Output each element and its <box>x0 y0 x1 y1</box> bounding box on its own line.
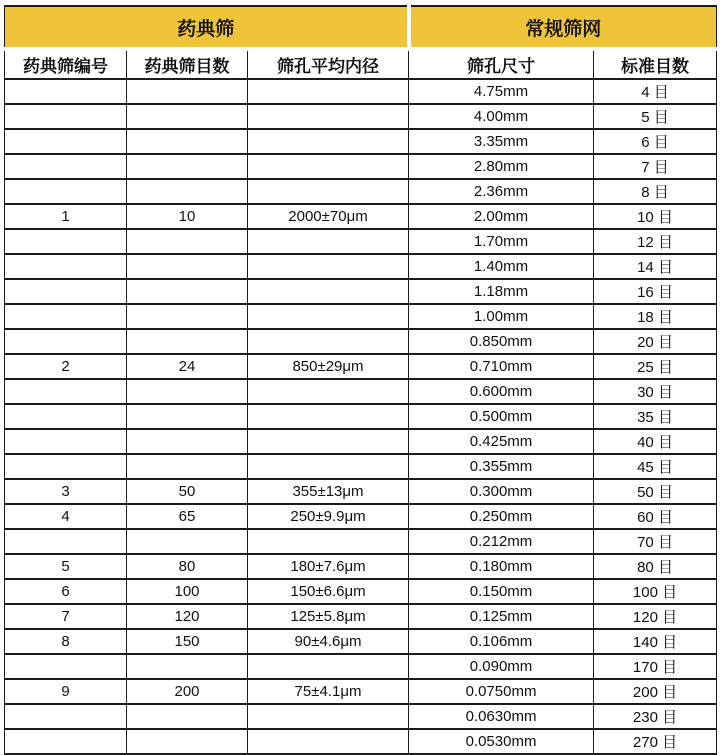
table-cell: 8 目 <box>594 179 717 204</box>
table-cell <box>5 229 127 254</box>
table-row <box>5 704 717 729</box>
table-row <box>5 479 717 504</box>
table-row <box>5 379 717 404</box>
table-cell: 2.80mm <box>409 154 594 179</box>
table-row <box>5 229 717 254</box>
table-cell <box>5 729 127 754</box>
table-cell: 0.180mm <box>409 554 594 579</box>
table-cell: 80 目 <box>594 554 717 579</box>
table-cell <box>127 404 248 429</box>
table-cell <box>127 279 248 304</box>
table-row <box>5 104 717 129</box>
table-cell: 90±4.6μm <box>248 629 409 654</box>
table-cell: 0.600mm <box>409 379 594 404</box>
table-cell <box>248 454 409 479</box>
table-cell <box>5 104 127 129</box>
table-cell: 0.0530mm <box>409 729 594 754</box>
table-cell: 35 目 <box>594 404 717 429</box>
table-cell: 3 <box>5 479 127 504</box>
table-cell: 14 目 <box>594 254 717 279</box>
table-cell <box>248 129 409 154</box>
table-cell: 1.40mm <box>409 254 594 279</box>
table-cell <box>127 304 248 329</box>
table-cell <box>248 654 409 679</box>
table-cell: 8 <box>5 629 127 654</box>
table-cell: 4 目 <box>594 79 717 104</box>
table-cell: 20 目 <box>594 329 717 354</box>
sieve-comparison-table <box>4 5 717 755</box>
table-row <box>5 204 717 229</box>
table-cell: 200 <box>127 679 248 704</box>
table-cell <box>248 379 409 404</box>
table-row <box>5 154 717 179</box>
table-cell: 250±9.9μm <box>248 504 409 529</box>
table-cell <box>127 104 248 129</box>
table-cell <box>127 429 248 454</box>
table-cell: 0.425mm <box>409 429 594 454</box>
column-header-sieve-mesh: 药典筛目数 <box>127 49 248 79</box>
table-cell <box>5 529 127 554</box>
table-cell <box>248 179 409 204</box>
table-cell: 10 <box>127 204 248 229</box>
column-header-average-aperture: 筛孔平均内径 <box>248 49 409 79</box>
table-cell <box>127 379 248 404</box>
table-cell <box>5 404 127 429</box>
table-cell: 0.355mm <box>409 454 594 479</box>
table-cell: 0.850mm <box>409 329 594 354</box>
table-cell: 4 <box>5 504 127 529</box>
table-cell <box>5 379 127 404</box>
table-cell <box>5 454 127 479</box>
table-cell: 150 <box>127 629 248 654</box>
table-cell <box>248 104 409 129</box>
table-cell <box>127 154 248 179</box>
table-cell: 0.250mm <box>409 504 594 529</box>
table-row <box>5 579 717 604</box>
table-cell <box>5 254 127 279</box>
group-header-standard-mesh: 常规筛网 <box>409 6 717 49</box>
table-row <box>5 329 717 354</box>
table-cell: 2.36mm <box>409 179 594 204</box>
table-cell: 1.00mm <box>409 304 594 329</box>
table-cell: 0.710mm <box>409 354 594 379</box>
table-row <box>5 354 717 379</box>
table-cell: 270 目 <box>594 729 717 754</box>
table-cell: 0.125mm <box>409 604 594 629</box>
table-row <box>5 454 717 479</box>
table-cell: 70 目 <box>594 529 717 554</box>
table-cell: 0.0750mm <box>409 679 594 704</box>
column-header-aperture-size: 筛孔尺寸 <box>409 49 594 79</box>
table-cell: 4.00mm <box>409 104 594 129</box>
table-cell: 7 目 <box>594 154 717 179</box>
table-cell: 100 <box>127 579 248 604</box>
table-cell: 355±13μm <box>248 479 409 504</box>
table-body <box>5 79 717 754</box>
table-cell: 850±29μm <box>248 354 409 379</box>
table-row <box>5 279 717 304</box>
table-row <box>5 654 717 679</box>
table-cell <box>248 429 409 454</box>
table-cell: 6 <box>5 579 127 604</box>
column-header-sieve-number: 药典筛编号 <box>5 49 127 79</box>
table-row <box>5 679 717 704</box>
table-cell <box>127 179 248 204</box>
table-cell <box>248 279 409 304</box>
table-cell <box>127 529 248 554</box>
table-cell <box>127 329 248 354</box>
table-cell <box>248 329 409 354</box>
table-cell: 2.00mm <box>409 204 594 229</box>
table-cell: 24 <box>127 354 248 379</box>
table-row <box>5 629 717 654</box>
table-row <box>5 604 717 629</box>
table-row <box>5 304 717 329</box>
table-cell: 1.70mm <box>409 229 594 254</box>
table-cell: 16 目 <box>594 279 717 304</box>
table-cell <box>5 129 127 154</box>
table-cell <box>248 79 409 104</box>
table-cell <box>248 154 409 179</box>
table-cell <box>5 179 127 204</box>
table-cell: 140 目 <box>594 629 717 654</box>
group-header-row <box>5 6 717 49</box>
table-cell <box>5 154 127 179</box>
table-cell: 0.500mm <box>409 404 594 429</box>
column-header-row <box>5 49 717 79</box>
table-cell: 12 目 <box>594 229 717 254</box>
table-cell: 9 <box>5 679 127 704</box>
table-cell <box>5 654 127 679</box>
table-cell: 50 目 <box>594 479 717 504</box>
table-cell: 50 <box>127 479 248 504</box>
table-cell: 0.150mm <box>409 579 594 604</box>
table-cell: 0.090mm <box>409 654 594 679</box>
table-cell <box>248 529 409 554</box>
table-cell: 65 <box>127 504 248 529</box>
table-row <box>5 254 717 279</box>
table-cell: 5 目 <box>594 104 717 129</box>
table-cell: 10 目 <box>594 204 717 229</box>
table-cell <box>127 254 248 279</box>
table-cell: 45 目 <box>594 454 717 479</box>
table-cell: 0.106mm <box>409 629 594 654</box>
table-cell <box>248 729 409 754</box>
table-cell: 4.75mm <box>409 79 594 104</box>
table-cell <box>127 729 248 754</box>
table-cell: 0.212mm <box>409 529 594 554</box>
table-row <box>5 529 717 554</box>
table-cell: 150±6.6μm <box>248 579 409 604</box>
group-header-pharmacopoeia-sieve: 药典筛 <box>5 6 409 49</box>
table-cell <box>248 704 409 729</box>
table-cell <box>127 229 248 254</box>
table-cell: 120 <box>127 604 248 629</box>
table-row <box>5 179 717 204</box>
table-row <box>5 729 717 754</box>
column-header-standard-mesh-count: 标准目数 <box>594 49 717 79</box>
table-cell: 1.18mm <box>409 279 594 304</box>
table-cell: 0.0630mm <box>409 704 594 729</box>
table-cell: 120 目 <box>594 604 717 629</box>
table-cell <box>248 229 409 254</box>
table-cell: 100 目 <box>594 579 717 604</box>
table-cell <box>5 329 127 354</box>
table-cell: 6 目 <box>594 129 717 154</box>
table-cell: 40 目 <box>594 429 717 454</box>
table-cell: 2000±70μm <box>248 204 409 229</box>
table-cell: 75±4.1μm <box>248 679 409 704</box>
table-cell <box>5 429 127 454</box>
table-row <box>5 554 717 579</box>
table-cell <box>5 279 127 304</box>
table-cell: 230 目 <box>594 704 717 729</box>
table-cell: 25 目 <box>594 354 717 379</box>
table-row <box>5 404 717 429</box>
table-cell <box>127 454 248 479</box>
table-cell <box>5 79 127 104</box>
table-row <box>5 129 717 154</box>
table-row <box>5 504 717 529</box>
table-row <box>5 79 717 104</box>
table-cell <box>127 704 248 729</box>
table-cell: 2 <box>5 354 127 379</box>
table-row <box>5 429 717 454</box>
table-cell: 60 目 <box>594 504 717 529</box>
table-cell <box>127 654 248 679</box>
table-cell <box>127 129 248 154</box>
table-cell: 125±5.8μm <box>248 604 409 629</box>
table-cell: 0.300mm <box>409 479 594 504</box>
table-cell: 80 <box>127 554 248 579</box>
table-cell: 200 目 <box>594 679 717 704</box>
table-cell: 180±7.6μm <box>248 554 409 579</box>
table-cell: 170 目 <box>594 654 717 679</box>
table-cell <box>5 704 127 729</box>
table-cell <box>248 404 409 429</box>
table-cell <box>248 304 409 329</box>
table-cell: 1 <box>5 204 127 229</box>
table-cell <box>5 304 127 329</box>
table-cell <box>248 254 409 279</box>
table-cell: 18 目 <box>594 304 717 329</box>
table-cell <box>127 79 248 104</box>
table-cell: 7 <box>5 604 127 629</box>
table-cell: 3.35mm <box>409 129 594 154</box>
table-cell: 5 <box>5 554 127 579</box>
table-cell: 30 目 <box>594 379 717 404</box>
